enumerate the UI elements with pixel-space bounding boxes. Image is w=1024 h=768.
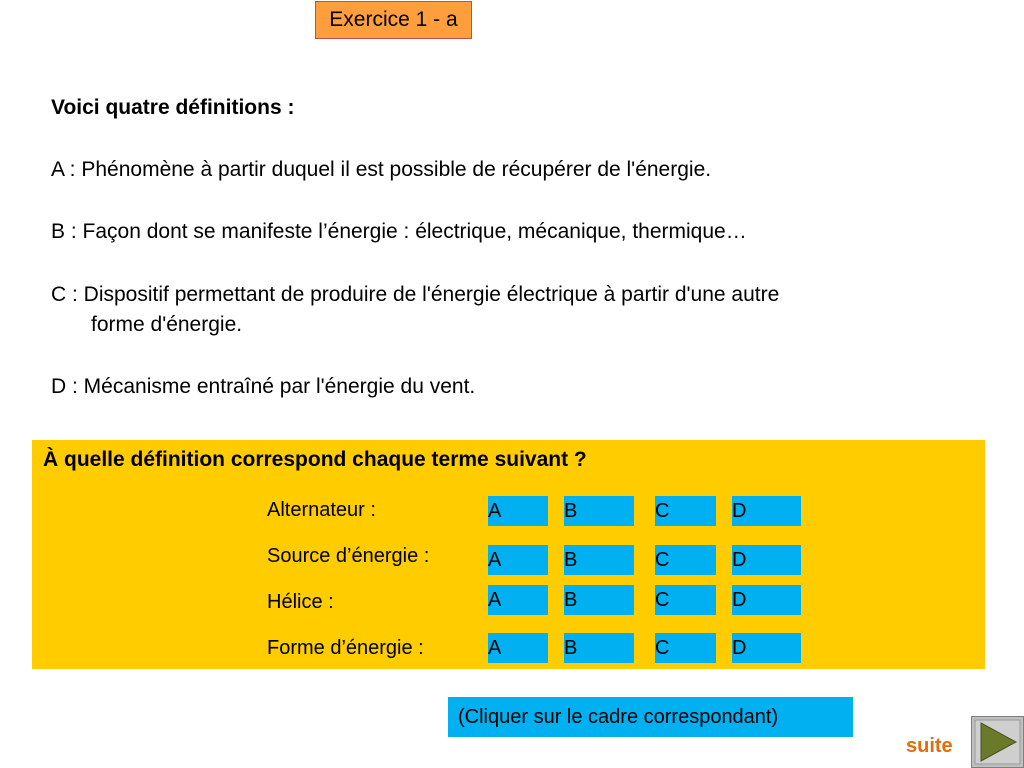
term-alternateur: Alternateur : [267,499,376,521]
exercise-title [315,1,472,39]
term-forme-energie: Forme d’énergie : [267,637,424,659]
answer-source-energie-c[interactable]: C [655,545,716,575]
play-triangle-icon [972,717,1023,767]
definitions-heading: Voici quatre définitions : [51,96,295,119]
definition-c-line2: forme d'énergie. [91,313,243,336]
answer-forme-energie-d[interactable]: D [732,633,801,663]
answer-source-energie-b[interactable]: B [564,545,634,575]
definition-b: B : Façon dont se manifeste l’énergie : électrique, mécanique, thermique… [51,220,747,243]
definition-a: A : Phénomène à partir duquel il est possible de récupérer de l'énergie. [51,158,712,181]
suite-label[interactable]: suite [906,735,953,757]
term-source-energie: Source d’énergie : [267,545,430,567]
exercise-title-text: Exercice 1 - a [329,8,458,31]
answer-source-energie-a[interactable]: A [488,545,548,575]
answer-helice-a[interactable]: A [488,585,548,615]
answer-forme-energie-a[interactable]: A [488,633,548,663]
next-button[interactable] [971,716,1024,768]
answer-alternateur-c[interactable]: C [655,496,716,526]
answer-helice-d[interactable]: D [732,585,801,615]
answer-forme-energie-b[interactable]: B [564,633,634,663]
answer-source-energie-d[interactable]: D [732,545,801,575]
quiz-panel [32,440,985,669]
answer-alternateur-d[interactable]: D [732,496,801,526]
answer-helice-b[interactable]: B [564,585,634,615]
definition-c-line1: C : Dispositif permettant de produire de l'énergie électrique à partir d'une autre [51,283,780,306]
quiz-question: À quelle définition correspond chaque terme suivant ? [43,448,587,471]
answer-alternateur-b[interactable]: B [564,496,634,526]
answer-helice-c[interactable]: C [655,585,716,615]
definition-d: D : Mécanisme entraîné par l'énergie du vent. [51,375,476,398]
term-helice: Hélice : [267,591,334,613]
answer-alternateur-a[interactable]: A [488,496,548,526]
answer-forme-energie-c[interactable]: C [655,633,716,663]
instruction-box: (Cliquer sur le cadre correspondant) [448,697,853,737]
